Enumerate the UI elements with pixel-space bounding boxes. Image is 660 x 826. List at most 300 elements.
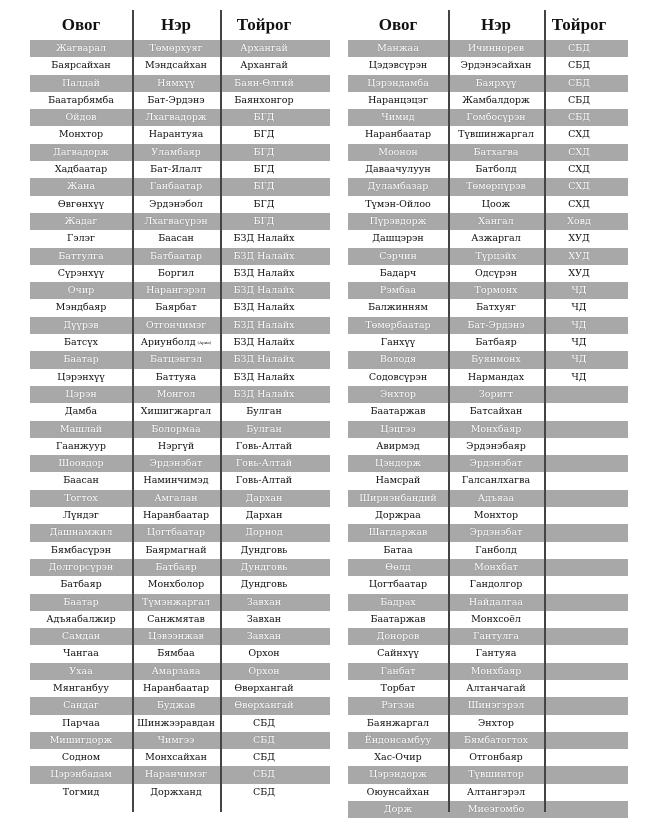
surname-cell: Адъяабалжир (46, 613, 116, 625)
header-name: Нэр (480, 15, 512, 34)
surname-cell: Цогтбаатар (368, 579, 428, 591)
table-row (348, 801, 628, 818)
surname-cell: Рэгзэн (381, 700, 415, 712)
table-row (30, 680, 330, 697)
name-cell: Зоригт (478, 388, 514, 400)
table-row (30, 196, 330, 213)
name-cell: Баярхүү (475, 77, 517, 89)
name-cell: Шинэгэрэл (467, 700, 525, 712)
table-row (348, 178, 628, 195)
district-cell: СБД (253, 734, 275, 746)
district-cell: СХД (568, 181, 590, 193)
surname-cell: Гаанжуур (56, 440, 106, 452)
district-cell: ЧД (571, 302, 587, 314)
name-cell: Мэндсайхан (145, 60, 207, 72)
name-cell: Түмэнжаргал (142, 596, 210, 608)
table-row (348, 196, 628, 213)
header-district: Тойрог (551, 15, 607, 34)
table-row (30, 248, 330, 265)
table-row (30, 715, 330, 732)
district-cell: БЗД Налайх (233, 354, 295, 366)
surname-cell: Мишигдорж (49, 734, 113, 746)
table-row (30, 611, 330, 628)
table-row (30, 161, 330, 178)
surname-cell: Дагвадорж (53, 146, 109, 158)
surname-cell: Сүрэнхүү (57, 267, 105, 279)
surname-cell: Цэрэндамба (367, 77, 429, 89)
surname-cell: Тогмид (62, 786, 100, 798)
name-cell: Баттуяа (155, 371, 197, 383)
name-cell: Нарангэрэл (146, 285, 206, 297)
surname-cell: Монхтор (58, 129, 104, 141)
table-row (348, 317, 628, 334)
name-cell: Галсанлхагва (461, 475, 531, 487)
surname-cell: Сандаг (63, 700, 99, 712)
surname-cell: Батсүх (64, 337, 98, 349)
district-cell: СБД (568, 77, 590, 89)
column-divider (544, 10, 546, 812)
surname-cell: Энхтор (379, 388, 416, 400)
name-cell: Адъяаа (477, 492, 515, 504)
surname-cell: Шоовдор (58, 458, 104, 470)
name-cell: Монхболор (147, 579, 205, 591)
table-row (348, 542, 628, 559)
right-table-body (348, 40, 628, 818)
surname-cell: Чангаа (63, 648, 99, 660)
name-cell: Батцэнгэл (150, 354, 202, 366)
table-row (30, 144, 330, 161)
district-cell: Булган (246, 423, 282, 435)
name-cell: Доржханд (150, 786, 202, 798)
district-cell: Дорнод (245, 527, 283, 539)
name-cell: Азжаргал (471, 233, 521, 245)
table-row (30, 766, 330, 783)
table-row (30, 645, 330, 662)
name-cell: Нэргүй (157, 440, 195, 452)
table-row (348, 248, 628, 265)
surname-cell: Ширнэнбандий (359, 492, 437, 504)
table-row (30, 697, 330, 714)
district-cell: БГД (253, 215, 275, 227)
surname-cell: Манжаа (377, 43, 419, 54)
name-cell: Ичиннорев (467, 43, 525, 54)
district-cell: СХД (568, 198, 590, 210)
table-row (348, 109, 628, 126)
table-row (348, 715, 628, 732)
name-cell: Цогтбаатар (146, 527, 206, 539)
name-cell: Буянмонх (471, 354, 521, 366)
name-cell: Монхбат (474, 561, 518, 573)
surname-cell: Цэрэн (65, 388, 97, 400)
name-cell: Төмөрхуяг (149, 43, 203, 54)
name-cell: Ганболд (475, 544, 517, 556)
district-cell: Өвөрхангай (234, 700, 294, 712)
surname-cell: Шагдаржав (368, 527, 428, 539)
surname-cell: Жадаг (64, 215, 98, 227)
surname-cell: Содовсүрэн (368, 371, 428, 383)
name-cell: Буджав (156, 700, 196, 712)
table-row (348, 438, 628, 455)
district-cell: Завхан (246, 631, 282, 643)
name-cell: Бат-Эрдэнэ (467, 319, 525, 331)
district-cell: СБД (568, 60, 590, 72)
table-row (348, 611, 628, 628)
district-cell: БГД (253, 112, 275, 124)
district-cell: БЗД Налайх (233, 285, 295, 297)
surname-cell: Цэрэнхүү (57, 371, 105, 383)
district-cell: ХУД (568, 250, 590, 262)
surname-cell: Моонон (378, 146, 418, 158)
district-cell: Говь-Алтай (235, 458, 293, 470)
district-cell: ЧД (571, 285, 587, 297)
surname-cell: Мэндбаяр (55, 302, 107, 314)
name-cell: Бат-Эрдэнэ (147, 94, 205, 106)
name-cell: Болормаа (151, 423, 201, 435)
column-divider (220, 10, 222, 812)
district-cell: СХД (568, 129, 590, 141)
surname-cell: Дамба (64, 406, 98, 418)
table-row (348, 766, 628, 783)
surname-cell: Наранбаатар (364, 129, 432, 141)
table-row (30, 628, 330, 645)
surname-cell: Баасан (63, 475, 99, 487)
table-row (348, 386, 628, 403)
table-row (348, 507, 628, 524)
surname-cell: Авирмэд (376, 440, 420, 452)
column-divider (448, 10, 450, 812)
name-note: (Ариа) (197, 339, 212, 345)
surname-cell: Баярсайхан (51, 60, 111, 72)
surname-cell: Долгорсүрэн (48, 561, 114, 573)
table-row (30, 40, 330, 57)
surname-cell: Самдан (61, 631, 101, 643)
surname-cell: Палдай (62, 77, 100, 89)
table-row (30, 351, 330, 368)
table-row (348, 126, 628, 143)
table-row (348, 351, 628, 368)
surname-cell: Даваачулуун (365, 164, 431, 176)
name-cell: Батхуяг (476, 302, 516, 314)
district-cell: Дархан (245, 510, 283, 522)
name-cell: Амгалан (154, 492, 198, 504)
surname-cell: Баатар (63, 596, 99, 608)
table-row (348, 40, 628, 57)
name-cell: Монгол (156, 388, 196, 400)
name-cell: Отгончимэг (145, 319, 207, 331)
name-cell: Эрдэнэбат (469, 458, 523, 470)
left-table-header (30, 10, 330, 40)
table-row (348, 161, 628, 178)
district-cell: БЗД Налайх (233, 267, 295, 279)
surname-cell: Төмөрбаатар (365, 319, 431, 331)
surname-cell: Содном (61, 752, 101, 764)
name-cell: Алтанчагай (466, 682, 526, 694)
surname-cell: Ёндонсамбуу (364, 734, 432, 746)
district-cell: БЗД Налайх (233, 371, 295, 383)
surname-cell: Балжинням (368, 302, 428, 314)
header-name: Нэр (160, 15, 192, 34)
name-cell: Гандолгор (469, 579, 523, 591)
district-cell: БГД (253, 181, 275, 193)
surname-cell: Оюунсайхан (366, 786, 430, 798)
district-cell: БЗД Налайх (233, 233, 295, 245)
district-cell: Дундговь (240, 561, 288, 573)
surname-cell: Наранцэцэг (368, 94, 428, 106)
surname-cell: Цэрэнбадам (50, 769, 112, 781)
surname-cell: Тогтох (64, 492, 98, 504)
name-cell: Баасан (158, 233, 194, 245)
name-cell: Эрдэнэбол (149, 198, 203, 210)
table-row (30, 784, 330, 801)
district-cell: Дундговь (240, 579, 288, 591)
district-cell: СБД (253, 752, 275, 764)
surname-cell: Очир (67, 285, 95, 297)
name-cell: Бямбатогтох (463, 734, 529, 746)
surname-cell: Доржраа (375, 510, 421, 522)
surname-cell: Бадрах (380, 596, 416, 608)
table-row (348, 455, 628, 472)
district-cell: БЗД Налайх (233, 388, 295, 400)
district-cell: ХУД (568, 233, 590, 245)
district-cell: Орхон (248, 648, 280, 660)
table-row (30, 594, 330, 611)
name-cell: Жамбалдорж (462, 94, 530, 106)
name-cell: Гантулга (473, 631, 519, 643)
name-cell: Эрдэнэбаяр (466, 440, 526, 452)
surname-cell: Жана (66, 181, 96, 193)
name-cell: Монхбаяр (470, 423, 522, 435)
district-cell: ЧД (571, 337, 587, 349)
name-cell: Түвшинжаргал (458, 129, 534, 141)
name-cell: Ганбаатар (149, 181, 203, 193)
table-row (30, 490, 330, 507)
surname-cell: Түмэн-Ойлоо (365, 198, 431, 210)
surname-cell: Торбат (380, 682, 416, 694)
surname-cell: Баатаржав (370, 406, 426, 418)
name-cell: Наранчимэг (144, 769, 208, 781)
surname-cell: Цэрэндорж (369, 769, 427, 781)
surname-cell: Дуламбазар (367, 181, 429, 193)
table-row (348, 421, 628, 438)
name-cell: Гомбосүрэн (466, 112, 526, 124)
name-cell: Батбаяр (475, 337, 517, 349)
table-row (30, 524, 330, 541)
table-row (30, 178, 330, 195)
table-row (348, 230, 628, 247)
name-cell: Наранбаатар (142, 682, 210, 694)
surname-cell: Ойдов (65, 112, 97, 124)
district-cell: Дундговь (240, 544, 288, 556)
district-cell: БЗД Налайх (233, 302, 295, 314)
table-row (30, 109, 330, 126)
name-cell: Наминчимэд (143, 475, 209, 487)
table-row (30, 576, 330, 593)
table-row (30, 75, 330, 92)
surname-cell: Дашцэрэн (372, 233, 424, 245)
table-row (348, 732, 628, 749)
name-cell: Монхбаяр (470, 665, 522, 677)
name-cell: Нямхүү (157, 77, 195, 89)
table-row (30, 213, 330, 230)
name-cell: Цэвээнжав (148, 631, 204, 643)
right-table (348, 10, 628, 818)
name-cell: Нармандах (467, 371, 525, 383)
district-cell: СХД (568, 164, 590, 176)
table-row (30, 542, 330, 559)
name-cell: Батхагва (473, 146, 519, 158)
table-row (348, 369, 628, 386)
name-cell: Лхагвасүрэн (144, 215, 208, 227)
table-row (30, 749, 330, 766)
table-row (348, 576, 628, 593)
name-cell: Цоож (481, 198, 511, 210)
name-cell: Бат-Ялалт (150, 164, 202, 176)
district-cell: БЗД Налайх (233, 337, 295, 349)
table-row (30, 299, 330, 316)
district-cell: Говь-Алтай (235, 475, 293, 487)
table-row (348, 559, 628, 576)
left-table (30, 10, 330, 801)
header-surname: Овог (61, 15, 101, 34)
name-cell: Амарзаяа (151, 665, 201, 677)
surname-cell: Ганбат (380, 665, 416, 677)
table-row (348, 265, 628, 282)
district-cell: БГД (253, 129, 275, 141)
district-cell: СБД (568, 112, 590, 124)
surname-cell: Бямбасүрэн (50, 544, 112, 556)
table-row (348, 334, 628, 351)
table-row (30, 265, 330, 282)
surname-cell: Рэмбаа (379, 285, 417, 297)
table-row (348, 749, 628, 766)
surname-cell: Цэдэвсүрэн (368, 60, 428, 72)
surname-cell: Хадбаатар (54, 164, 108, 176)
surname-cell: Батаа (383, 544, 413, 556)
surname-cell: Мянганбуу (53, 682, 109, 694)
district-cell: СБД (253, 769, 275, 781)
name-cell: Хишигжаргал (140, 406, 212, 418)
district-cell: Дархан (245, 492, 283, 504)
surname-cell: Баатаржав (370, 613, 426, 625)
name-cell: Батбаяр (155, 561, 197, 573)
table-row (30, 472, 330, 489)
table-row (348, 472, 628, 489)
district-cell: Орхон (248, 665, 280, 677)
name-cell: Лхагвадорж (145, 112, 207, 124)
table-row (30, 230, 330, 247)
name-cell: Нарантуяа (148, 129, 204, 141)
surname-cell: Чимид (381, 112, 415, 124)
table-row (30, 386, 330, 403)
table-row (348, 524, 628, 541)
name-cell: Найдалгаа (468, 596, 524, 608)
name-cell: Монхсоёл (471, 613, 521, 625)
district-cell: Архангай (240, 60, 288, 72)
table-row (348, 299, 628, 316)
surname-cell: Дүүрэв (63, 319, 99, 331)
name-cell: Бямбаа (157, 648, 195, 660)
table-row (30, 282, 330, 299)
district-cell: ХУД (568, 267, 590, 279)
table-row (30, 317, 330, 334)
district-cell: БГД (253, 146, 275, 158)
name-cell: Миеэгомбо (467, 804, 525, 816)
name-cell: Отгонбаяр (469, 752, 523, 764)
district-cell: Өвөрхангай (234, 682, 294, 694)
district-cell: Ховд (567, 215, 591, 227)
table-row (30, 455, 330, 472)
district-cell: ЧД (571, 371, 587, 383)
surname-cell: Өөлд (385, 561, 411, 573)
surname-cell: Батбаяр (60, 579, 102, 591)
column-divider (132, 10, 134, 812)
district-cell: БЗД Налайх (233, 319, 295, 331)
name-cell: Түрцэйх (475, 250, 517, 262)
table-row (348, 697, 628, 714)
surname-cell: Сэрчин (379, 250, 417, 262)
table-row (348, 594, 628, 611)
table-row (348, 680, 628, 697)
name-cell: Түвшинтор (468, 769, 524, 781)
district-cell: Говь-Алтай (235, 440, 293, 452)
right-table-header (348, 10, 628, 40)
table-row (30, 369, 330, 386)
surname-cell: Жагварал (55, 43, 107, 54)
surname-cell: Ухаа (69, 665, 93, 677)
surname-cell: Сайнхүү (377, 648, 419, 660)
table-row (30, 403, 330, 420)
surname-cell: Баянжаргал (366, 717, 430, 729)
name-cell: Боргил (157, 267, 195, 279)
surname-cell: Намсрай (375, 475, 421, 487)
name-cell: Батбаатар (150, 250, 202, 262)
table-row (30, 438, 330, 455)
surname-cell: Өвгөнхүү (57, 198, 105, 210)
name-cell: Монхсайхан (145, 752, 207, 764)
table-row (30, 507, 330, 524)
district-cell: БГД (253, 164, 275, 176)
name-cell: Эрдэнэбат (469, 527, 523, 539)
surname-cell: Пүрэвдорж (369, 215, 427, 227)
table-row (348, 645, 628, 662)
surname-cell: Баатар (63, 354, 99, 366)
district-cell: СБД (253, 786, 275, 798)
surname-cell: Лүндэг (63, 510, 99, 522)
table-row (348, 144, 628, 161)
name-cell: Уламбаяр (151, 146, 201, 158)
table-row (30, 732, 330, 749)
table-row (348, 403, 628, 420)
table-row (348, 282, 628, 299)
table-row (30, 663, 330, 680)
surname-cell: Хас-Очир (374, 752, 422, 764)
name-cell: Энхтор (477, 717, 514, 729)
district-cell: СБД (568, 43, 590, 54)
surname-cell: Ганхүү (380, 337, 416, 349)
table-row (30, 559, 330, 576)
district-cell: БГД (253, 198, 275, 210)
name-cell: Батсайхан (469, 406, 523, 418)
name-cell: Алтангэрэл (466, 786, 526, 798)
name-cell: Эрдэнэбат (149, 458, 203, 470)
name-cell: Наранбаатар (142, 510, 210, 522)
surname-cell: Цэцгээ (380, 423, 416, 435)
district-cell: ЧД (571, 354, 587, 366)
name-cell: Баярбат (155, 302, 197, 314)
name-cell: Төмөрпүрэв (466, 181, 526, 193)
table-row (348, 213, 628, 230)
surname-cell: Володя (379, 354, 417, 366)
